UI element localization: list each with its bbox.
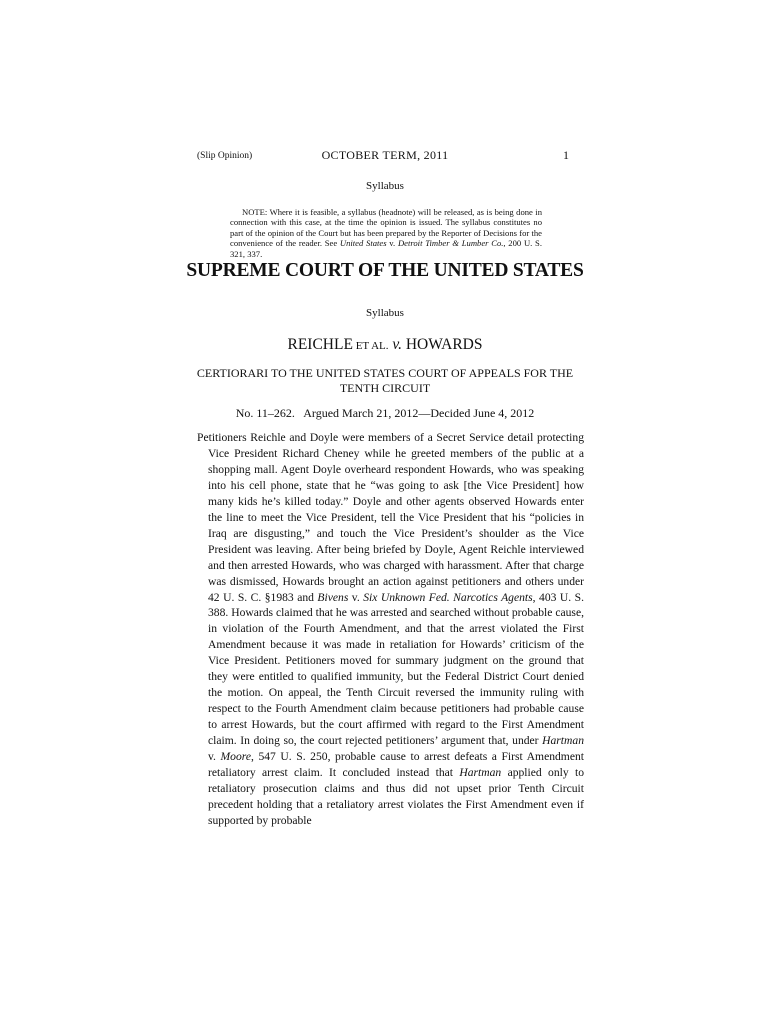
court-title: SUPREME COURT OF THE UNITED STATES: [186, 260, 584, 281]
body-cite-hartman: Hartman: [542, 734, 584, 748]
body-cite-hartman-2: Hartman: [459, 766, 502, 780]
caption-v: v.: [388, 336, 406, 353]
term-header: OCTOBER TERM, 2011: [321, 148, 449, 162]
note-cite-detroit: Detroit Timber & Lumber Co.: [397, 238, 504, 249]
body-part-6: applied only to retaliatory prosecution claims and thus did not upset prior Tenth Circuit precedent holding that a retaliatory arrest violates the First Amendment even if supported by probable: [208, 766, 585, 827]
note-cite-us: United States: [339, 238, 387, 249]
body-cite-bivens: Bivens: [317, 590, 349, 604]
body-part-1: Petitioners Reichle and Doyle were members of a Secret Service detail protecting Vice President Richard Cheney while he greeted members of the public at a shopping mall. Agent Doyle overheard respondent Howards, who was speaking into his cell phone, state that he “was going to ask [the Vice President] how many kids he’s killed today.” Doyle and other agents observed Howards enter the line to meet the Vice President, tell the Vice President that his “policies in Iraq are disgusting,” and touch the Vice President’s shoulder as the Vice President was leaving. After being briefed by Doyle, Agent Reichle interviewed and then arrested Howards, who was charged with harassment. After that charge was dismissed, Howards brought an action against petitioners and others under 42 U. S. C. §1983 and: [197, 431, 584, 604]
body-part-3: , 403 U. S. 388. Howards claimed that he was arrested and searched without probable cause, in violation of the Fourth Amendment, and that the arrest violated the First Amendment because it was made in retaliation for Howards’ criticism of the Vice President. Petitioners moved for summary judgment on the ground that they were entitled to qualified immunity, but the Federal District Court denied the motion. On appeal, the Tenth Circuit reversed the immunity ruling with respect to the Fourth Amendment claim because petitioners had probable cause to arrest Howards, but the court affirmed with regard to the First Amendment claim. In doing so, the court rejected petitioners’ argument that, under: [208, 590, 585, 748]
caption-et-al: ET AL.: [352, 340, 389, 352]
body-cite-moore: Moore: [220, 750, 251, 764]
syllabus-heading: Syllabus: [366, 307, 404, 319]
reporter-note: [230, 207, 542, 259]
certiorari-line: CERTIORARI TO THE UNITED STATES COURT OF APPEALS FOR THE TENTH CIRCUIT: [196, 366, 574, 395]
case-caption: [0, 336, 770, 354]
syllabus-heading-top: Syllabus: [366, 180, 404, 192]
body-part-4: v.: [208, 750, 221, 764]
note-v: v.: [386, 238, 398, 249]
syllabus-body: [197, 430, 584, 829]
caption-respondent: HOWARDS: [405, 336, 483, 353]
note-tail: , 200 U. S. 321, 337.: [230, 238, 542, 259]
docket-line: No. 11–262. Argued March 21, 2012—Decided June 4, 2012: [235, 406, 535, 420]
caption-petitioner: REICHLE: [287, 336, 353, 353]
body-part-5: , 547 U. S. 250, probable cause to arrest defeats a First Amendment retaliatory arrest claim. It concluded instead that: [208, 750, 584, 780]
note-lead: NOTE: Where it is feasible, a syllabus (headnote) will be released, as is being done in connection with this case, at the time the opinion is issued. The syllabus constitutes no part of the opinion of the Court but has been prepared by the Reporter of Decisions for the convenience of the reader. See: [230, 207, 542, 249]
slip-opinion-label: (Slip Opinion): [197, 151, 253, 161]
body-part-2: v.: [348, 590, 364, 604]
body-cite-six-unknown: Six Unknown Fed. Narcotics Agents: [363, 590, 533, 604]
page-number: 1: [563, 148, 569, 162]
